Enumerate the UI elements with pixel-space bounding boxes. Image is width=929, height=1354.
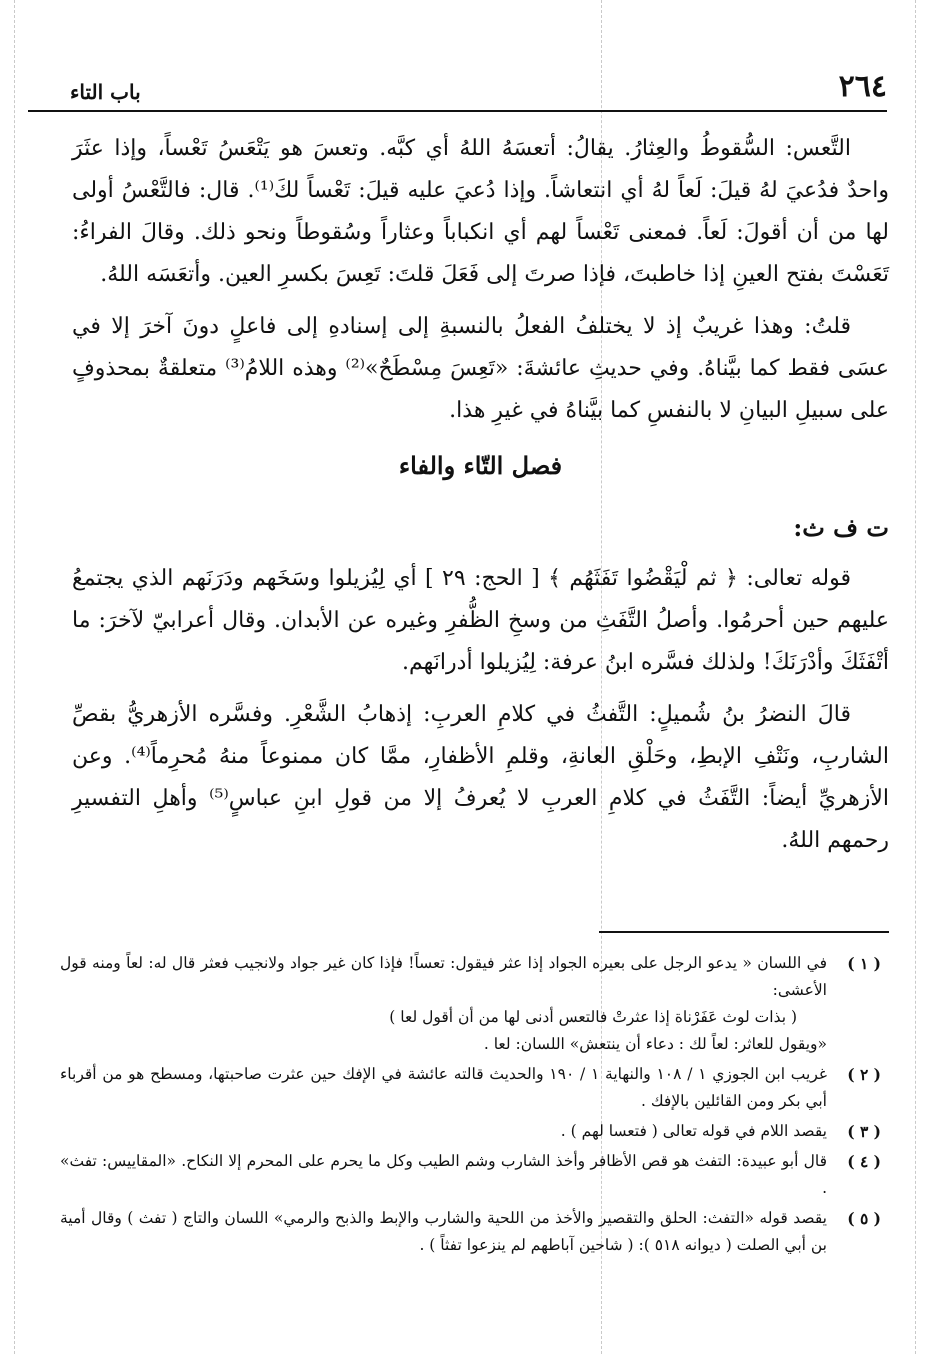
footnote-body — [60, 1205, 827, 1259]
footnote-number: ( ٤ ) — [847, 1152, 881, 1171]
page-number: ٢٦٤ — [838, 69, 887, 104]
footnote-text: «ويقول للعاثر: لعاً لك : دعاء أن ينتعش» اللسان: لعا . — [483, 1035, 827, 1053]
paragraph: التَّعس: السُّقوطُ والعِثارُ. يقالُ: أتعسَهُ اللهُ أي كبَّه. وتعسَ هو يَتْعَسُ تَعْساً، وإذا عثَرَ واحدٌ فدُعيَ لهُ قيلَ: لَعاً لهُ أي انتعاشاً. وإذا دُعيَ عليه قيلَ: تَعْساً لكَ⁽¹⁾. قال: فالتَّعْسُ أولى لها من أن أقولَ: لَعاً. فمعنى تَعْساً لهم أي انكباباً وعثاراً وسُقوطاً ونحو ذلك. وقالَ الفراءُ: تَعَسْتَ بفتح العينِ إذا خاطبتَ، فإذا صرتَ إلى فَعَلَ قلتَ: تَعِسَ بكسرِ العين. وأتعَسَه اللهُ. — [72, 136, 889, 287]
footnote-number: ( ٥ ) — [847, 1209, 881, 1228]
paragraph: قالَ النضرُ بنُ شُميلٍ: التَّفثُ في كلامِ العربِ: إذهابُ الشَّعْرِ. وفسَّره الأزهريُّ بقصِّ الشاربِ، ونَتْفِ الإبطِ، وحَلْقِ العانةِ، وقلمِ الأظفارِ، ممَّا كان ممنوعاً منهُ مُحرِماً⁽⁴⁾. وعن الأزهريِّ أيضاً: التَّفَثُ في كلامِ العربِ لا يُعرفُ إلا من قولِ ابنِ عباسٍ⁽⁵⁾ وأهلِ التفسيرِ رحمهم اللهُ. — [72, 702, 890, 853]
page-header — [70, 68, 887, 102]
footnote-text: قال أبو عبيدة: التفث هو قص الأظافر وأخذ الشارب وشم الطيب وكل ما يحرم على المحرم إلا النكاح. «المقاييس: تفث» . — [60, 1152, 827, 1197]
footnote — [60, 1118, 881, 1145]
footnote-number: ( ١ ) — [847, 954, 881, 973]
footnote — [60, 1205, 881, 1259]
footnotes — [60, 950, 881, 1262]
main-text — [72, 128, 889, 872]
footnote-body — [60, 950, 827, 1058]
page-edge-line-left — [14, 0, 15, 1354]
footnote-text: يقصد اللام في قوله تعالى ( فتعسا لهم ) . — [560, 1122, 827, 1140]
footnote-body — [60, 1061, 827, 1115]
header-rule — [28, 110, 887, 112]
footnote-rule — [599, 931, 889, 933]
footnote-text: في اللسان « يدعو الرجل على بعيره الجواد إذا عثر فيقول: تعساً! فإذا كان غير جواد ولانجيب فعثر قال له: لعاً ومنه قول الأعشى: — [60, 954, 827, 999]
page-edge-line-right — [915, 0, 916, 1354]
footnote — [60, 1148, 881, 1202]
footnote-body — [60, 1148, 827, 1202]
chapter-title: فصل التّاء والفاء — [398, 451, 563, 480]
running-head: باب التاء — [70, 80, 141, 104]
footnote-number: ( ٣ ) — [847, 1122, 881, 1141]
footnote-text: غريب ابن الجوزي ١ / ١٠٨ والنهاية ١ / ١٩٠ والحديث قالته عائشة في الإفك حين عثرت صاحبتها، ومسطح هو من أقرباء أبي بكر ومن القائلين بالإفك . — [60, 1065, 827, 1110]
paragraph: قوله تعالى: ﴿ ثم لْيَقْضُوا تَفَثَهُم ﴾ [ الحج: ٢٩ ] أي لِيُزيلوا وسَخَهم ودَرَنَهم الذي يجتمعُ عليهم حين أحرمُوا. وأصلُ التَّفَثِ من وسخِ الظُّفرِ وغيره عن الأبدان. وقال أعرابيّ لآخرَ: ما أتْفَثَكَ وأدْرَنَكَ! ولذلك فسَّره ابنُ عرفة: لِيُزيلوا أدرانَهم. — [72, 566, 889, 675]
footnote-body — [60, 1118, 827, 1145]
footnote-text: يقصد قوله «التفث: الحلق والتقصير والأخذ من اللحية والشارب والإبط والذبح والرمي» اللسان والتاج ( تفث ) وقال أمية بن أبي الصلت ( ديوانه ٥١٨ ): ( شاحين آباطهم لم ينزعوا تفثاً ) . — [60, 1209, 827, 1254]
paragraph: قلتُ: وهذا غريبٌ إذ لا يختلفُ الفعلُ بالنسبةِ إلى إسنادهِ إلى فاعلٍ دونَ آخرَ إلا في عسَى فقط كما بيَّناهُ. وفي حديثِ عائشةَ: «تَعِسَ مِسْطَحٌ»⁽²⁾ وهذه اللامُ⁽³⁾ متعلقةٌ بمحذوفٍ على سبيلِ البيانِ لا بالنفسِ كما بيَّناهُ في غيرِ هذا. — [72, 314, 890, 423]
footnote — [60, 1061, 881, 1115]
footnote — [60, 950, 881, 1058]
footnote-verse: ( بذات لوث عَفَرْناة إذا عثرتْ فالتعس أدنى لها من أن أقول لعا ) — [389, 1008, 797, 1026]
root-heading: ت ف ث: — [793, 513, 889, 542]
footnote-number: ( ٢ ) — [847, 1065, 881, 1084]
